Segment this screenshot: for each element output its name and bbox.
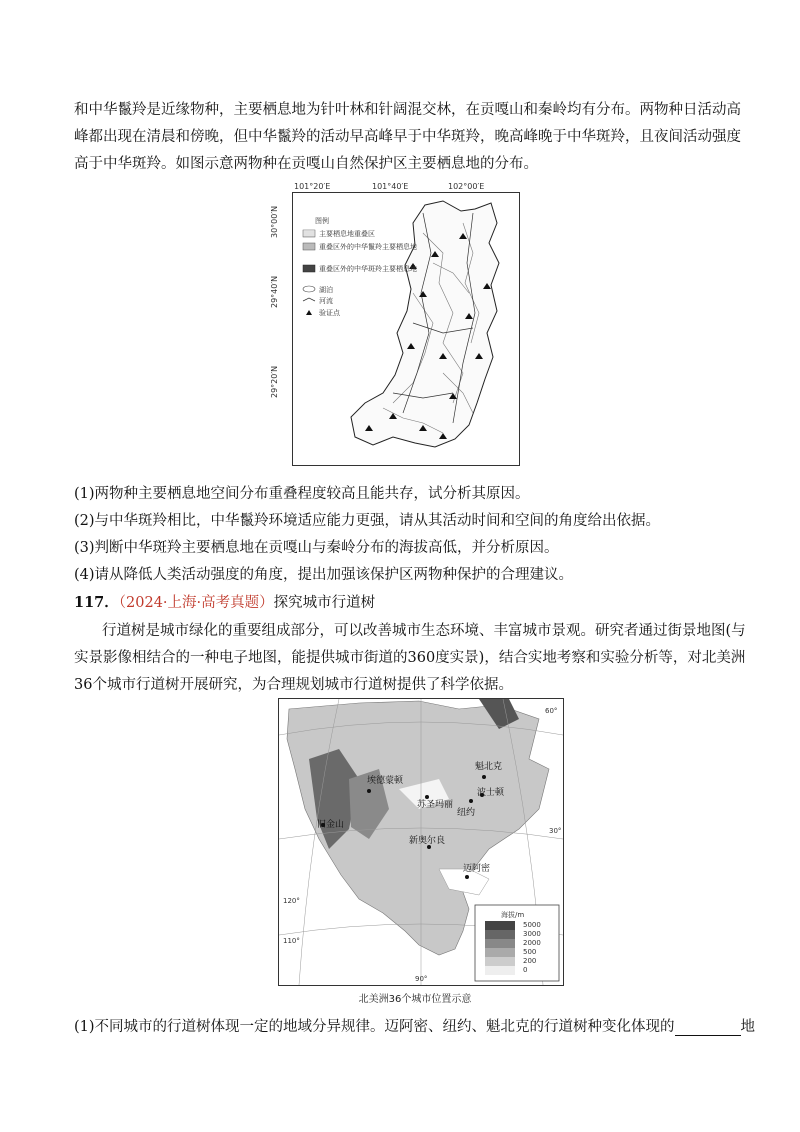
lon-110: 110° (283, 937, 300, 945)
question-1: (1)两物种主要栖息地空间分布重叠程度较高且能共存，试分析其原因。 (74, 486, 530, 502)
legend-overlap: 主要栖息地重叠区 (319, 230, 375, 238)
answer-blank[interactable] (675, 1021, 741, 1036)
city-boston: 波士顿 (477, 788, 505, 798)
city-quebec: 魁北克 (475, 762, 503, 772)
final-question-tail: 地 (740, 1019, 756, 1035)
final-question-text: (1)不同城市的行道树体现一定的地域分异规律。迈阿密、纽约、魁北克的行道树种变化体现的 (74, 1019, 675, 1035)
city-neworleans: 新奥尔良 (409, 836, 446, 846)
lon-90: 90° (415, 975, 428, 983)
legend-point: 验证点 (319, 309, 340, 317)
top-tick-1: 101°20′E (294, 182, 331, 191)
intro-line-2: 峰都出现在清晨和傍晚，但中华鬣羚的活动早高峰早于中华斑羚，晚高峰晚于中华斑羚，且夜间活动强度 (74, 129, 741, 145)
legend-title: 图例 (315, 217, 329, 225)
elev-0: 0 (523, 966, 528, 974)
gongga-map-frame (292, 192, 520, 466)
elev-500: 500 (523, 948, 537, 956)
final-question (74, 1015, 755, 1036)
left-tick-3: 29°20′N (270, 365, 279, 398)
q117-header (74, 591, 375, 612)
north-america-map (278, 698, 564, 986)
lat-60: 60° (545, 707, 558, 715)
left-tick-1: 30°00′N (270, 205, 279, 238)
q117-title: 探究城市行道树 (273, 595, 376, 611)
intro2-line-1: 行道树是城市绿化的重要组成部分，可以改善城市生态环境、丰富城市景观。研究者通过街景地图(与 (102, 623, 746, 639)
north-america-svg (279, 699, 563, 985)
lon-120: 120° (283, 897, 300, 905)
intro2-line-2: 实景影像相结合的一种电子地图，能提供城市街道的360度实景)，结合实地考察和实验分析等，对北美洲 (74, 650, 746, 666)
map2-caption: 北美洲36个城市位置示意 (358, 994, 472, 1005)
question-2: (2)与中华斑羚相比，中华鬣羚环境适应能力更强，请从其活动时间和空间的角度给出依据。 (74, 513, 661, 529)
city-newyork: 纽约 (457, 808, 476, 818)
city-edmonton: 埃德蒙顿 (367, 776, 404, 786)
elev-200: 200 (523, 957, 537, 965)
top-tick-3: 102°00′E (448, 182, 485, 191)
gongga-map-svg (293, 193, 519, 465)
city-sault: 苏圣玛丽 (417, 800, 454, 810)
lat-30: 30° (549, 827, 562, 835)
gongga-map-figure (272, 180, 522, 470)
intro-line-1: 和中华鬣羚是近缘物种，主要栖息地为针叶林和针阔混交林，在贡嘎山和秦岭均有分布。两物种日活动高 (74, 102, 741, 118)
elev-3000: 3000 (523, 930, 541, 938)
q117-number: 117． (74, 594, 119, 611)
legend-lake: 湖泊 (319, 286, 333, 294)
elev-5000: 5000 (523, 921, 541, 929)
top-tick-2: 101°40′E (372, 182, 409, 191)
legend-serow: 重叠区外的中华鬣羚主要栖息地 (319, 243, 417, 251)
question-3: (3)判断中华斑羚主要栖息地在贡嘎山与秦岭分布的海拔高低，并分析原因。 (74, 540, 559, 556)
question-4: (4)请从降低人类活动强度的角度，提出加强该保护区两物种保护的合理建议。 (74, 567, 574, 583)
left-tick-2: 29°40′N (270, 275, 279, 308)
intro2-line-3: 36个城市行道树开展研究，为合理规划城市行道树提供了科学依据。 (74, 677, 513, 693)
legend-goral: 重叠区外的中华斑羚主要栖息地 (319, 265, 417, 273)
legend-river: 河流 (319, 297, 333, 305)
elevation-legend-title: 海拔/m (501, 911, 525, 919)
city-sanfrancisco: 旧金山 (317, 820, 345, 830)
elev-2000: 2000 (523, 939, 541, 947)
q117-source: （2024·上海·高考真题） (118, 595, 274, 611)
city-miami: 迈阿密 (463, 864, 491, 874)
intro-line-3: 高于中华斑羚。如图示意两物种在贡嘎山自然保护区主要栖息地的分布。 (74, 156, 538, 172)
